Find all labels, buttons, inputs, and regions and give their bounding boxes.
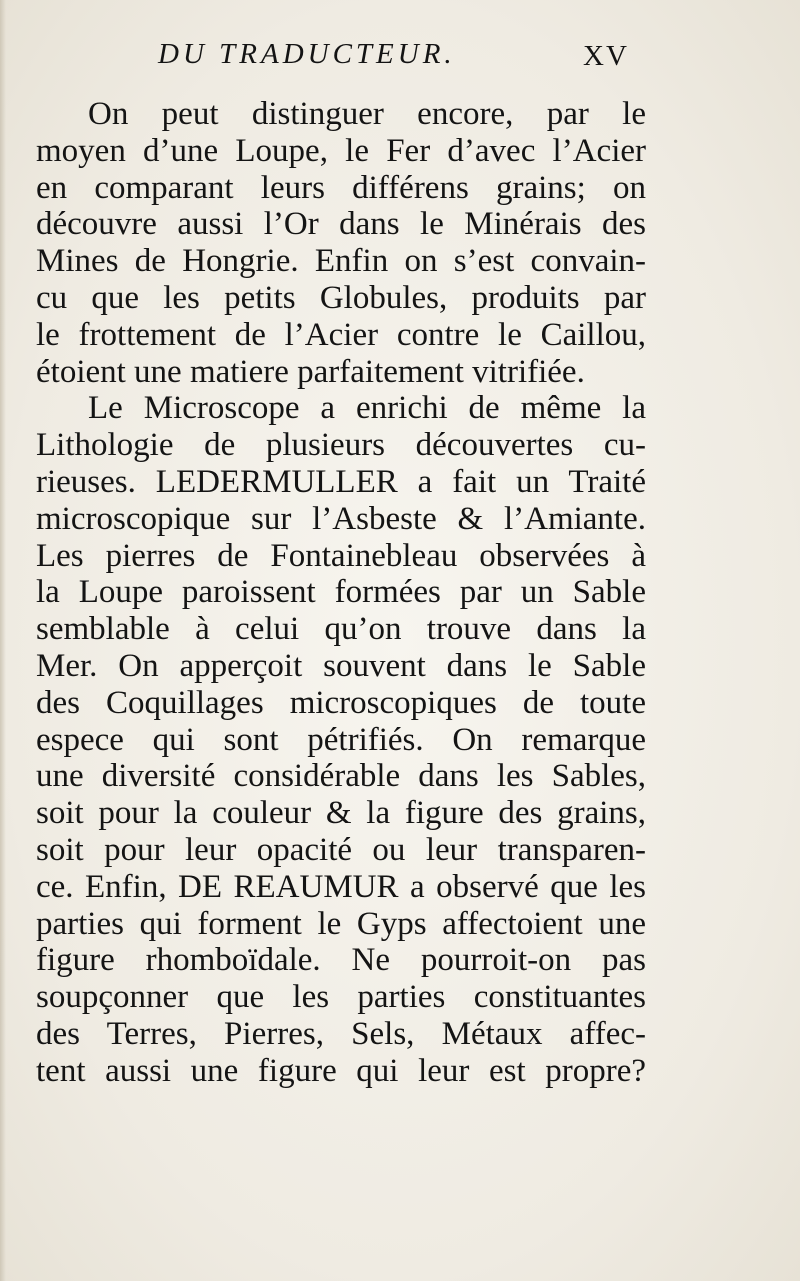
- text-line: moyen d’une Loupe, le Fer d’avec l’Acier: [36, 132, 646, 169]
- text-line: Mer. On apperçoit souvent dans le Sable: [36, 647, 646, 684]
- text-line: rieuses. LEDERMULLER a fait un Traité: [36, 463, 646, 500]
- text-line: tent aussi une figure qui leur est propre?: [36, 1052, 646, 1089]
- text-line: Les pierres de Fontainebleau observées à: [36, 537, 646, 574]
- text-line: des Terres, Pierres, Sels, Métaux affec-: [36, 1015, 646, 1052]
- text-line: espece qui sont pétrifiés. On remarque: [36, 721, 646, 758]
- text-line: Mines de Hongrie. Enfin on s’est convain-: [36, 243, 646, 280]
- text-line: Lithologie de plusieurs découvertes cu-: [36, 427, 646, 464]
- page-number: XV: [583, 40, 629, 72]
- text-line: étoient une matiere parfaitement vitrifiée.: [36, 353, 585, 390]
- text-line: soit pour la couleur & la figure des grains,: [36, 795, 646, 832]
- text-line: ce. Enfin, DE REAUMUR a observé que les: [36, 868, 646, 905]
- text-line: la Loupe paroissent formées par un Sable: [36, 574, 646, 611]
- body-text: [36, 96, 646, 1090]
- text-line: soupçonner que les parties constituantes: [36, 979, 646, 1016]
- text-line: parties qui forment le Gyps affectoient une: [36, 905, 646, 942]
- text-line: des Coquillages microscopiques de toute: [36, 684, 646, 721]
- text-line: semblable à celui qu’on trouve dans la: [36, 611, 646, 648]
- text-line: Le Microscope a enrichi de même la: [88, 390, 646, 427]
- page-gutter-shadow: [0, 0, 6, 1281]
- text-line: découvre aussi l’Or dans le Minérais des: [36, 206, 646, 243]
- page-header: [0, 38, 800, 88]
- running-title: DU TRADUCTEUR.: [158, 38, 456, 70]
- text-line: en comparant leurs différens grains; on: [36, 169, 646, 206]
- text-line: figure rhomboïdale. Ne pourroit-on pas: [36, 942, 646, 979]
- text-line: On peut distinguer encore, par le: [88, 96, 646, 132]
- text-line: microscopique sur l’Asbeste & l’Amiante.: [36, 500, 646, 537]
- text-line: le frottement de l’Acier contre le Caillou,: [36, 316, 646, 353]
- text-line: une diversité considérable dans les Sables,: [36, 758, 646, 795]
- text-line: soit pour leur opacité ou leur transparen-: [36, 831, 646, 868]
- text-line: cu que les petits Globules, produits par: [36, 279, 646, 316]
